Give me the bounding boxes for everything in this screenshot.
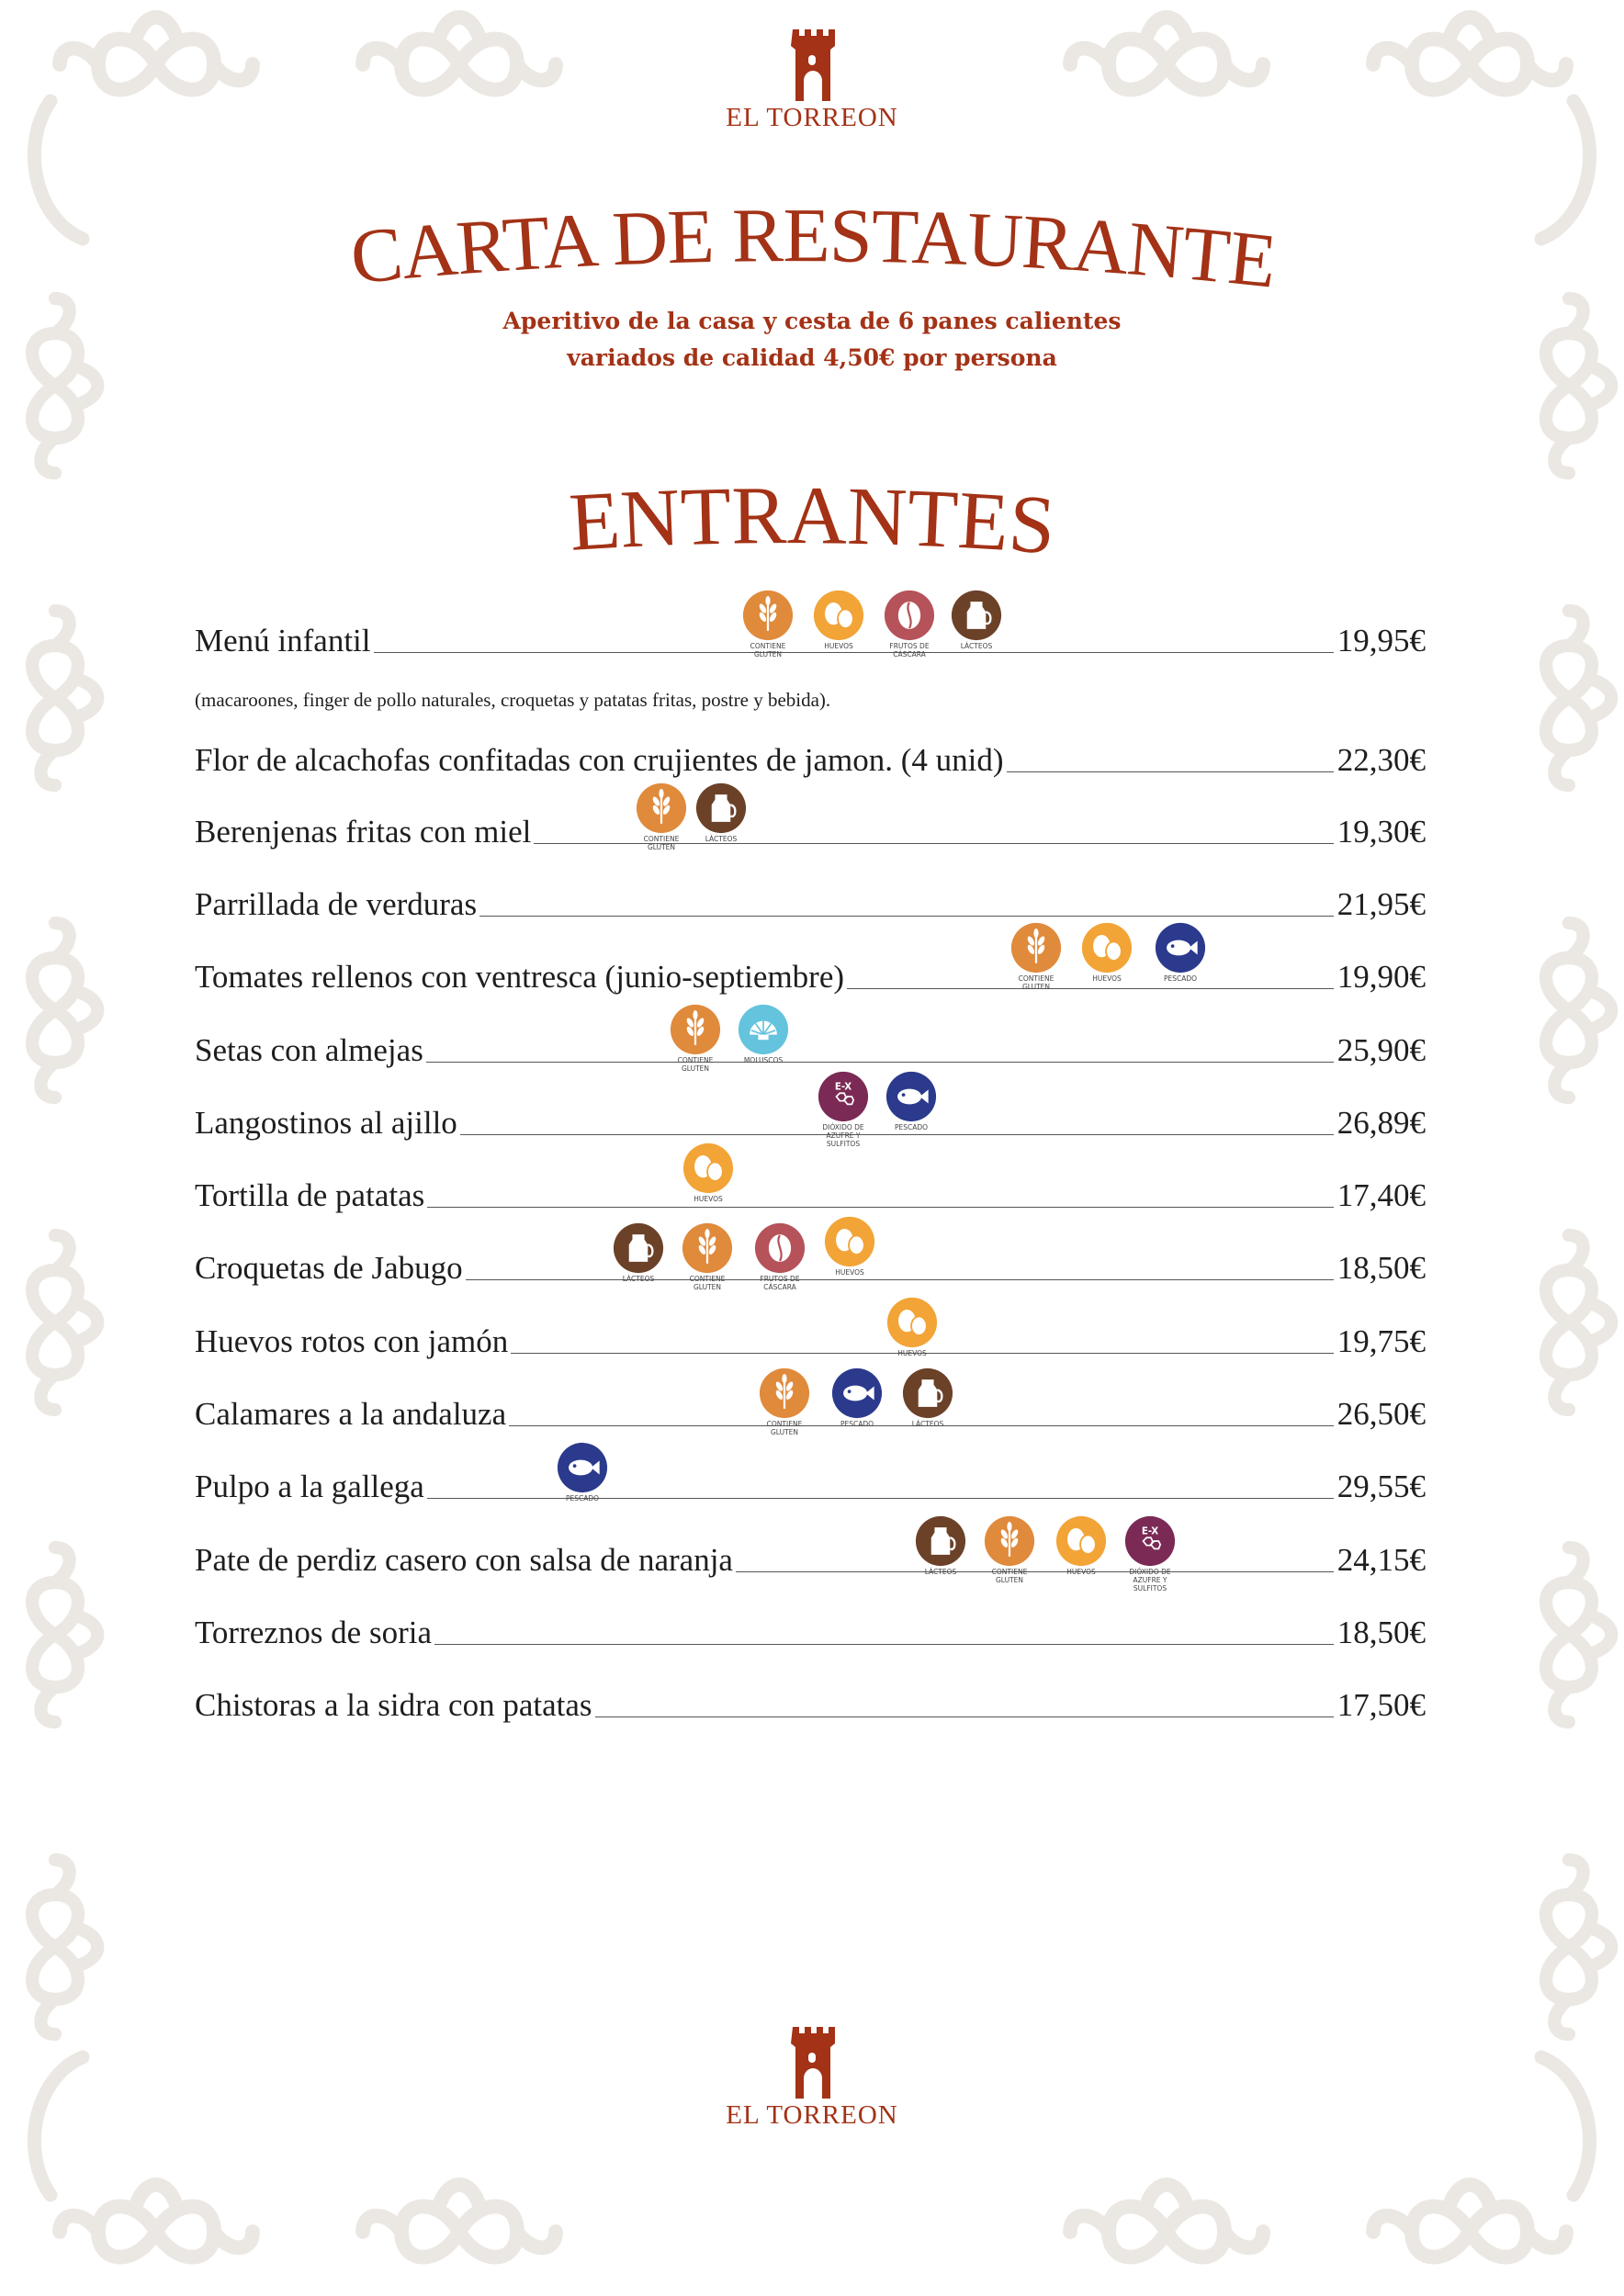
menu-item-name: Berenjenas fritas con miel [195,814,532,850]
wheat-gluten-icon [682,1222,733,1274]
menu-item-price: 19,90€ [1336,959,1426,995]
menu-item [195,1467,1426,1507]
leader-line [460,1134,1334,1135]
allergen-sulphites [811,1071,875,1148]
allergen-label: PESCADO [1163,974,1198,983]
nuts-icon [754,1222,806,1274]
leader-line [434,1644,1334,1645]
menu-item [195,812,1426,852]
allergen-label: HUEVOS [824,642,853,650]
menu-item-price: 17,50€ [1336,1687,1426,1723]
allergen-label: HUEVOS [694,1195,723,1203]
leader-line [479,916,1334,917]
menu-item [195,740,1426,781]
allergen-eggs [1049,1515,1113,1576]
eggs-icon [824,1216,875,1267]
menu-item-name: Calamares a la andaluza [195,1396,507,1432]
menu-item-price: 26,89€ [1336,1105,1426,1141]
wheat-gluten-icon [1010,922,1062,974]
page-title [257,209,1369,310]
allergen-label: CONTIENE GLUTEN [689,1275,726,1291]
allergen-label: CONTIENE GLUTEN [677,1056,714,1073]
menu-item-name: Pulpo a la gallega [195,1469,424,1504]
leader-line [426,1062,1334,1063]
allergen-label: HUEVOS [1092,974,1122,983]
leader-line [595,1716,1334,1717]
brand-name: EL TORREON [726,2100,898,2130]
allergen-label: DIÓXIDO DE AZUFRE Y SULFITOS [1129,1568,1171,1593]
eggs-icon [1081,922,1133,974]
menu-item [195,1030,1426,1071]
brand-logo-top [720,28,904,133]
allergen-dairy [606,1222,671,1283]
allergen-label: HUEVOS [1066,1568,1096,1576]
menu-item-name: Parrillada de verduras [195,886,478,922]
allergen-fish [879,1071,943,1131]
bread-note-line-1: Aperitivo de la casa y cesta de 6 panes calientes [502,308,1122,334]
menu-item-price: 18,50€ [1336,1250,1426,1286]
fish-icon [831,1367,883,1419]
allergen-dairy [908,1515,973,1576]
menu-item-price: 29,55€ [1336,1469,1426,1504]
allergen-gluten [629,782,694,851]
menu-item [195,1685,1426,1726]
leader-line [1007,771,1334,772]
allergen-sulphites [1118,1515,1182,1593]
dairy-jug-icon [915,1515,966,1567]
allergen-gluten [663,1004,727,1073]
allergen-dairy [689,782,753,843]
eggs-icon [813,590,864,641]
allergen-gluten [977,1515,1042,1584]
menu-item-price: 18,50€ [1336,1615,1426,1650]
allergen-eggs [880,1297,944,1357]
menu-item-price: 17,40€ [1336,1177,1426,1213]
allergen-label: LÁCTEOS [960,642,993,650]
menu-item-name: Croquetas de Jabugo [195,1250,463,1286]
allergen-label: FRUTOS DE CÁSCARA [889,642,930,658]
menu-item-name: Tortilla de patatas [195,1177,425,1213]
svg-text:CARTA DE RESTAURANTE: CARTA DE RESTAURANTE [346,209,1280,305]
dairy-jug-icon [613,1222,664,1274]
allergen-label: HUEVOS [897,1349,927,1357]
dairy-jug-icon [902,1367,953,1419]
menu-item-price: 26,50€ [1336,1396,1426,1432]
menu-item-price: 25,90€ [1336,1032,1426,1068]
allergen-dairy [944,590,1009,650]
bread-note [399,303,1225,377]
allergen-eggs [676,1142,740,1203]
menu-item-name: Menú infantil [195,623,371,658]
leader-line [466,1279,1334,1280]
allergen-dairy [896,1367,960,1428]
allergen-label: PESCADO [840,1420,874,1428]
menu-item-price: 19,30€ [1336,814,1426,850]
bread-note-line-2: variados de calidad 4,50€ por persona [567,344,1057,371]
allergen-gluten [752,1367,817,1436]
brand-logo-bottom [720,2025,904,2131]
fish-icon [1155,922,1206,974]
allergen-label: LÁCTEOS [924,1568,957,1576]
allergen-label: DIÓXIDO DE AZUFRE Y SULFITOS [822,1123,864,1148]
allergen-fish [825,1367,889,1428]
dairy-jug-icon [695,782,747,834]
allergen-label: LÁCTEOS [911,1420,944,1428]
allergen-nuts [748,1222,812,1291]
menu-item-name: Setas con almejas [195,1032,423,1068]
shell-molluscs-icon [738,1004,789,1055]
allergen-fish [550,1442,615,1503]
allergen-label: LÁCTEOS [705,835,738,843]
leader-line [374,652,1334,653]
allergen-label: MOLUSCOS [743,1056,784,1064]
svg-text:ENTRANTES: ENTRANTES [567,478,1059,572]
allergen-gluten [736,590,800,658]
tower-icon [789,2025,835,2099]
leader-line [427,1207,1334,1208]
allergen-label: PESCADO [894,1123,929,1131]
allergen-eggs [818,1216,882,1277]
menu-item-name: Torreznos de soria [195,1615,433,1650]
allergen-fish [1148,922,1212,983]
menu-item [195,957,1426,997]
menu-item-name: Tomates rellenos con ventresca (junio-septiembre) [195,959,845,995]
allergen-nuts [877,590,942,658]
allergen-label: CONTIENE GLUTEN [643,835,680,851]
menu-item-price: 22,30€ [1336,742,1426,778]
menu-item-price: 21,95€ [1336,886,1426,922]
svg-text:E-X: E-X [1141,1525,1159,1537]
allergen-gluten [675,1222,739,1291]
menu-item [195,1322,1426,1362]
menu-item-name: Huevos rotos con jamón [195,1323,509,1359]
wheat-gluten-icon [984,1515,1035,1567]
wheat-gluten-icon [759,1367,810,1419]
menu-item-price: 24,15€ [1336,1542,1426,1578]
menu-item-name: Flor de alcachofas confitadas con crujientes de jamon. (4 unid) [195,742,1004,778]
allergen-molluscs [731,1004,795,1064]
wheat-gluten-icon [636,782,687,834]
menu-item-price: 19,75€ [1336,1323,1426,1359]
eggs-icon [1055,1515,1107,1567]
menu-item [195,1613,1426,1653]
menu-item-name: Chistoras a la sidra con patatas [195,1687,592,1723]
allergen-label: CONTIENE GLUTEN [991,1568,1028,1584]
allergen-label: HUEVOS [835,1268,864,1277]
menu-item [195,884,1426,925]
menu-item [195,1103,1426,1143]
allergen-label: LÁCTEOS [622,1275,655,1283]
nuts-icon [884,590,935,641]
fish-icon [885,1071,937,1122]
menu-item-name: Langostinos al ajillo [195,1105,457,1141]
allergen-eggs [806,590,871,650]
allergen-label: FRUTOS DE CÁSCARA [760,1275,800,1291]
eggs-icon [682,1142,734,1194]
tower-icon [789,28,835,101]
wheat-gluten-icon [742,590,794,641]
fish-icon [557,1442,608,1493]
allergen-eggs [1075,922,1139,983]
dairy-jug-icon [951,590,1002,641]
svg-text:E-X: E-X [834,1081,852,1093]
allergen-label: CONTIENE GLUTEN [1018,974,1054,991]
wheat-gluten-icon [670,1004,721,1055]
sulphites-icon [1124,1515,1176,1567]
kids-menu-description: (macaroones, finger de pollo naturales, croquetas y patatas fritas, postre y bebida). [195,689,831,711]
allergen-label: PESCADO [565,1494,600,1503]
menu-item-price: 19,95€ [1336,623,1426,658]
allergen-gluten [1004,922,1068,991]
allergen-label: CONTIENE GLUTEN [750,642,786,658]
section-title [491,478,1133,579]
menu-item [195,1540,1426,1581]
allergen-label: CONTIENE GLUTEN [766,1420,803,1436]
eggs-icon [886,1297,938,1348]
menu-item-name: Pate de perdiz casero con salsa de naranja [195,1542,733,1578]
leader-line [847,988,1334,989]
menu-item [195,1176,1426,1216]
sulphites-icon [818,1071,869,1122]
brand-name: EL TORREON [726,103,898,132]
